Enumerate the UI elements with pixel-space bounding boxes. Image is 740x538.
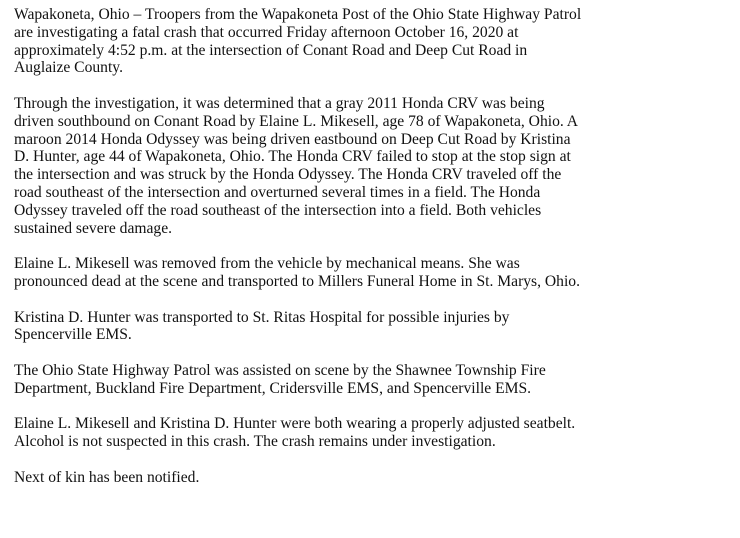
paragraph-incident-summary (14, 6, 736, 77)
text-line: are investigating a fatal crash that occurred Friday afternoon October 16, 2020 at (14, 23, 519, 41)
text-line: Elaine L. Mikesell and Kristina D. Hunter were both wearing a properly adjusted seatbelt. (14, 415, 576, 433)
text-line: driven southbound on Conant Road by Elaine L. Mikesell, age 78 of Wapakoneta, Ohio. A (14, 112, 579, 130)
text-line: Alcohol is not suspected in this crash. The crash remains under investigation. (14, 433, 496, 451)
paragraph-investigation-details (14, 95, 736, 237)
text-line: Elaine L. Mikesell was removed from the vehicle by mechanical means. She was (14, 255, 520, 273)
text-line: Through the investigation, it was determined that a gray 2011 Honda CRV was being (14, 94, 545, 112)
text-line: Department, Buckland Fire Department, Cridersville EMS, and Spencerville EMS. (14, 379, 532, 397)
text-line: road southeast of the intersection and overturned several times in a field. The Honda (14, 183, 541, 201)
text-line: The Ohio State Highway Patrol was assisted on scene by the Shawnee Township Fire (14, 361, 546, 379)
paragraph-assisting-agencies (14, 362, 736, 398)
paragraph-next-of-kin (14, 469, 736, 487)
paragraph-driver-one-status (14, 255, 736, 291)
text-line: D. Hunter, age 44 of Wapakoneta, Ohio. The Honda CRV failed to stop at the stop sign at (14, 148, 571, 166)
paragraph-driver-two-status (14, 309, 736, 345)
text-line: the intersection and was struck by the Honda Odyssey. The Honda CRV traveled off the (14, 166, 562, 184)
text-line: approximately 4:52 p.m. at the intersection of Conant Road and Deep Cut Road in (14, 41, 528, 59)
text-line: pronounced dead at the scene and transported to Millers Funeral Home in St. Marys, Ohio. (14, 272, 581, 290)
text-line: Wapakoneta, Ohio – Troopers from the Wapakoneta Post of the Ohio State Highway Patrol (14, 6, 582, 23)
text-line: Auglaize County. (14, 59, 123, 77)
press-release-document (14, 6, 736, 504)
text-line: maroon 2014 Honda Odyssey was being driven eastbound on Deep Cut Road by Kristina (14, 130, 571, 148)
text-line: Next of kin has been notified. (14, 468, 200, 486)
text-line: Spencerville EMS. (14, 326, 132, 344)
text-line: sustained severe damage. (14, 219, 173, 237)
text-line: Odyssey traveled off the road southeast of the intersection into a field. Both vehicles (14, 201, 542, 219)
paragraph-seatbelt-alcohol (14, 415, 736, 451)
text-line: Kristina D. Hunter was transported to St. Ritas Hospital for possible injuries by (14, 308, 510, 326)
